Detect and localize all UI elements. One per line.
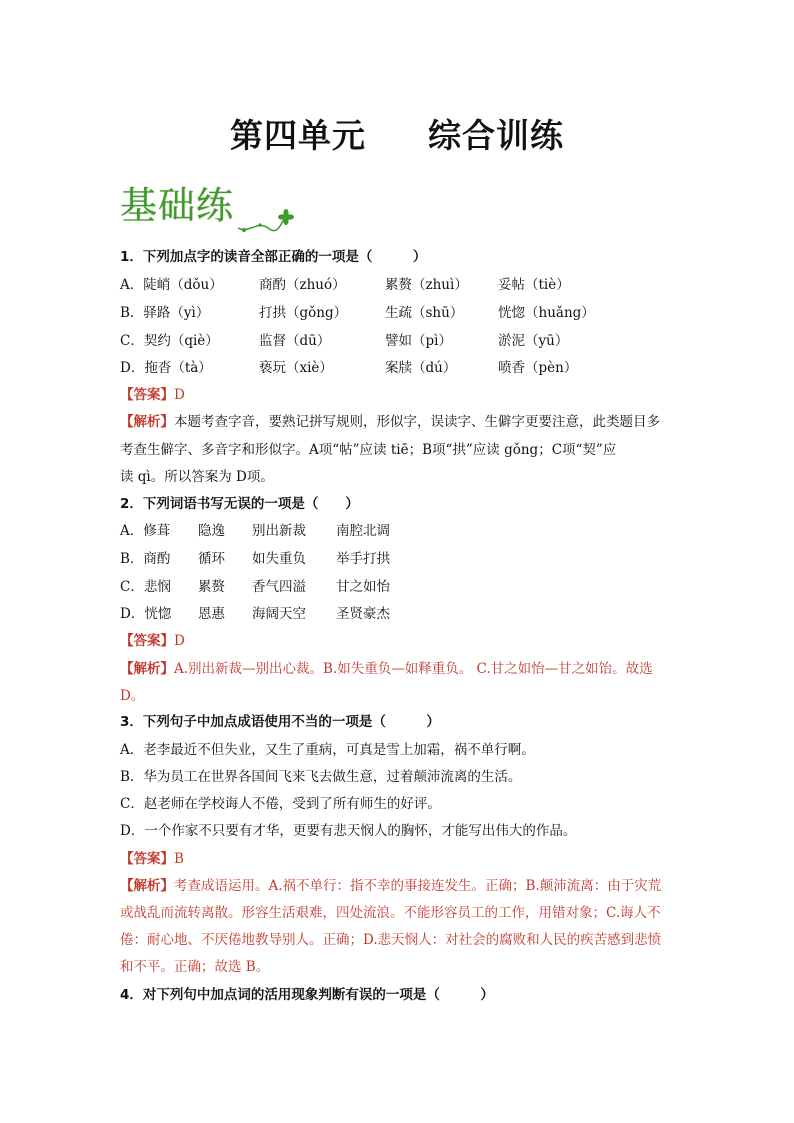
q2-b-3: 如失重负 <box>252 551 306 567</box>
q2-b-4: 举手打拱 <box>336 551 390 567</box>
section-banner <box>120 184 310 236</box>
q2-a-2: 隐逸 <box>198 523 225 539</box>
q2-a-4: 南腔北调 <box>336 523 390 539</box>
q1-c-3: 譬如（pì） <box>385 333 452 349</box>
question-4-stem: 4．对下列句中加点词的活用现象判断有误的一项是（ ） <box>120 987 494 1003</box>
q1-a-4: 妥帖（tiè） <box>498 277 570 293</box>
q1-b-4: 恍惚（huǎng） <box>498 305 595 321</box>
answer-tag: 【答案】 <box>120 633 174 649</box>
q2-d-4: 圣贤豪杰 <box>336 606 390 622</box>
banner-text: 基础练 <box>120 184 234 227</box>
q3-option-b: B．华为员工在世界各国间飞来飞去做生意，过着颠沛流离的生活。 <box>120 769 522 785</box>
q1-analysis-line-1: 【解析】本题考查字音，要熟记拼写规则，形似字，误读字、生僻字更要注意，此类题目多 <box>120 414 660 430</box>
analysis-tag: 【解析】 <box>120 414 174 430</box>
question-1-stem: 1．下列加点字的读音全部正确的一项是（ ） <box>120 249 427 265</box>
q2-analysis-line-2: D。 <box>120 688 145 704</box>
q2-c-4: 甘之如怡 <box>336 579 390 595</box>
q3-option-a: A．老李最近不但失业，又生了重病，可真是雪上加霜，祸不单行啊。 <box>120 742 535 758</box>
q1-a-1: A．陡峭（dǒu） <box>120 277 223 293</box>
q1-d-1: D．拖沓（tà） <box>120 360 212 376</box>
q1-a-3: 累赘（zhuì） <box>385 277 468 293</box>
answer-value: B <box>174 851 184 867</box>
question-3-stem: 3．下列句子中加点成语使用不当的一项是（ ） <box>120 714 440 730</box>
q1-c-2: 监督（dū） <box>259 333 331 349</box>
q1-d-4: 喷香（pèn） <box>498 360 578 376</box>
vine-decoration-icon <box>120 184 310 236</box>
answer-value: D <box>174 387 185 403</box>
title-unit: 第四单元 <box>230 116 366 155</box>
q2-b-1: B．商酌 <box>120 551 171 567</box>
q1-c-1: C．契约（qiè） <box>120 333 219 349</box>
q1-d-2: 亵玩（xiè） <box>259 360 333 376</box>
q2-d-1: D．恍惚 <box>120 606 172 622</box>
q2-c-3: 香气四溢 <box>252 579 306 595</box>
q1-analysis-line-3: 读 qì。所以答案为 D项。 <box>120 469 274 485</box>
q1-a-2: 商酌（zhuó） <box>259 277 346 293</box>
q1-c-4: 淤泥（yū） <box>498 333 569 349</box>
q1-answer <box>120 385 185 405</box>
q1-analysis-line-2: 考查生僻字、多音字和形似字。A项“帖”应读 tiē；B项“拱”应读 gǒng；C项“契”应 <box>120 442 617 458</box>
q3-analysis-line-3: 倦：耐心地、不厌倦地教导别人。正确；D.悲天悯人：对社会的腐败和人民的疾苦感到悲愤 <box>120 932 662 948</box>
q2-d-3: 海阔天空 <box>252 606 306 622</box>
q1-d-3: 案牍（dú） <box>385 360 457 376</box>
question-2-stem: 2．下列词语书写无误的一项是（ ） <box>120 496 359 512</box>
analysis-tag: 【解析】 <box>120 661 174 677</box>
analysis-tag: 【解析】 <box>120 878 174 894</box>
q3-answer <box>120 849 184 869</box>
title-topic: 综合训练 <box>428 116 564 155</box>
q2-c-1: C．悲悯 <box>120 579 171 595</box>
answer-tag: 【答案】 <box>120 851 174 867</box>
q1-b-1: B．驿路（yì） <box>120 305 210 321</box>
q3-analysis-line-1: 【解析】考查成语运用。A.祸不单行：指不幸的事接连发生。正确；B.颠沛流离：由于灾荒 <box>120 878 662 894</box>
answer-tag: 【答案】 <box>120 387 174 403</box>
q2-answer <box>120 631 185 651</box>
q3-analysis-line-2: 或战乱而流转离散。形容生活艰难，四处流浪。不能形容员工的工作，用错对象；C.诲人不 <box>120 905 661 921</box>
q2-c-2: 累赘 <box>198 579 225 595</box>
q2-a-3: 别出新裁 <box>252 523 306 539</box>
q2-analysis-line-1: 【解析】A.别出新裁—别出心裁。B.如失重负—如释重负。 C.甘之如怡—甘之如饴。故选 <box>120 661 653 677</box>
q3-analysis-line-4: 和不平。正确；故选 B。 <box>120 959 270 975</box>
q3-option-d: D．一个作家不只要有才华，更要有悲天悯人的胸怀，才能写出伟大的作品。 <box>120 823 577 839</box>
q2-b-2: 循环 <box>198 551 225 567</box>
q2-a-1: A．修葺 <box>120 523 171 539</box>
q3-option-c: C．赵老师在学校诲人不倦，受到了所有师生的好评。 <box>120 796 441 812</box>
answer-value: D <box>174 633 185 649</box>
q1-b-3: 生疏（shū） <box>385 305 464 321</box>
q2-d-2: 恩惠 <box>198 606 225 622</box>
q1-b-2: 打拱（gǒng） <box>259 305 348 321</box>
page-title <box>0 110 794 157</box>
